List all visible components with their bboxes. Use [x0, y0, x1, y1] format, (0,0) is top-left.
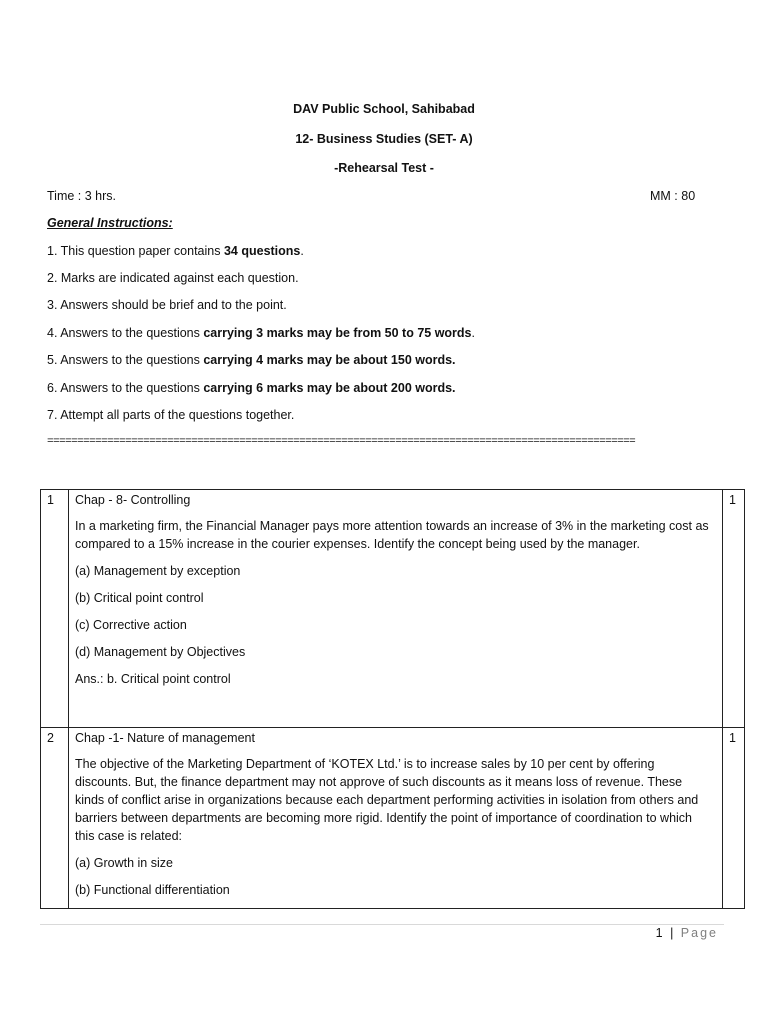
- question-marks: 1: [723, 728, 745, 909]
- instruction-item: 3. Answers should be brief and to the point.: [47, 298, 287, 312]
- instruction-item: 6. Answers to the questions carrying 6 marks may be about 200 words.: [47, 381, 456, 395]
- max-marks-label: MM : 80: [650, 189, 696, 203]
- question-content: [69, 490, 723, 728]
- option-item: (b) Critical point control: [75, 591, 204, 605]
- question-number: 2: [41, 728, 69, 909]
- page-separator: |: [670, 926, 676, 940]
- option-item: (c) Corrective action: [75, 618, 187, 632]
- question-number: 1: [41, 490, 69, 728]
- option-item: (a) Management by exception: [75, 564, 241, 578]
- instruction-item: 5. Answers to the questions carrying 4 marks may be about 150 words.: [47, 353, 456, 367]
- questions-table: [40, 489, 745, 909]
- question-marks: 1: [723, 490, 745, 728]
- instruction-item: 1. This question paper contains 34 questions.: [47, 244, 304, 258]
- section-divider: ==================================================================================================: [47, 436, 636, 448]
- question-content: [69, 728, 723, 909]
- instructions-heading: General Instructions:: [47, 216, 173, 230]
- instruction-item: 2. Marks are indicated against each question.: [47, 271, 299, 285]
- instruction-item: 7. Attempt all parts of the questions together.: [47, 408, 295, 422]
- test-name: -Rehearsal Test -: [334, 161, 434, 175]
- time-label: Time : 3 hrs.: [47, 189, 116, 203]
- table-row: [41, 490, 745, 728]
- question-text: In a marketing firm, the Financial Manager pays more attention towards an increase of 3% in the marketing cost as compared to a 15% increase in the courier expenses. Identify the concept being used by the manager.: [75, 519, 709, 551]
- chapter-label: Chap -1- Nature of management: [75, 731, 255, 745]
- question-text: The objective of the Marketing Department of ‘KOTEX Ltd.’ is to increase sales by 10 per cent by offering discounts. But, the finance department may not approve of such discounts as it means loss of revenue. These kinds of conflict arise in organizations because each department performing activities in isolation from others and barriers between departments are becoming more rigid. Identify the point of importance of coordination to which this case is related:: [75, 757, 699, 843]
- page-number: 1: [655, 926, 665, 940]
- school-name: DAV Public School, Sahibabad: [293, 102, 475, 116]
- instruction-item: 4. Answers to the questions carrying 3 marks may be from 50 to 75 words.: [47, 326, 475, 340]
- option-item: (b) Functional differentiation: [75, 883, 230, 897]
- subject-title: 12- Business Studies (SET- A): [295, 132, 473, 146]
- option-item: (d) Management by Objectives: [75, 645, 246, 659]
- option-item: (a) Growth in size: [75, 856, 173, 870]
- footer-rule: [40, 924, 724, 925]
- chapter-label: Chap - 8- Controlling: [75, 493, 191, 507]
- answer-text: Ans.: b. Critical point control: [75, 672, 231, 686]
- page-footer: [656, 926, 718, 940]
- table-row: [41, 728, 745, 909]
- page-label: Page: [680, 926, 718, 940]
